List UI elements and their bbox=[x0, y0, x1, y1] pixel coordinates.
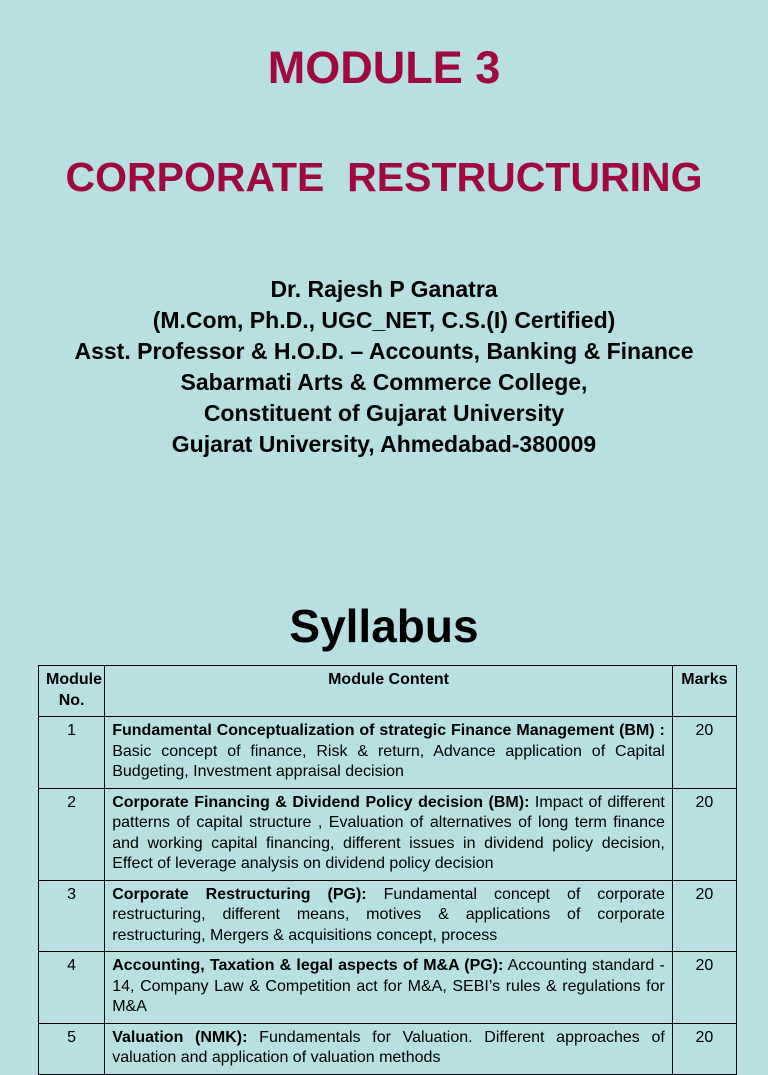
module-content-title: Fundamental Conceptualization of strategic Finance Management (BM) : bbox=[112, 722, 665, 739]
module-content-cell bbox=[105, 880, 673, 952]
author-designation: Asst. Professor & H.O.D. – Accounts, Banking & Finance bbox=[74, 338, 694, 364]
header-module-content: Module Content bbox=[105, 666, 673, 717]
table-row bbox=[39, 717, 737, 789]
module-no-cell: 1 bbox=[39, 717, 105, 789]
module-no-cell: 2 bbox=[39, 788, 105, 880]
module-content-text: Basic concept of finance, Risk & return, Advance application of Capital Budgeting, Investment appraisal decision bbox=[112, 742, 665, 780]
module-content-text: Impact of different patterns of capital structure , Evaluation of alternatives of long term finance and working capital financing, different issues in dividend policy decision, Effect of leverage analysis on dividend policy decision bbox=[112, 793, 665, 872]
table-header-row bbox=[39, 666, 737, 717]
author-name: Dr. Rajesh P Ganatra bbox=[270, 276, 498, 302]
marks-cell: 20 bbox=[672, 788, 736, 880]
module-title: MODULE 3 bbox=[267, 42, 501, 93]
module-content-title: Accounting, Taxation & legal aspects of M&A (PG): bbox=[112, 957, 504, 974]
syllabus-table bbox=[38, 665, 737, 1075]
module-content-cell bbox=[105, 788, 673, 880]
module-content-cell bbox=[105, 952, 673, 1024]
module-content-text: Accounting standard - 14, Company Law & Competition act for M&A, SEBI’s rules & regulations for M&A bbox=[112, 957, 665, 1015]
marks-cell: 20 bbox=[672, 952, 736, 1024]
marks-cell: 20 bbox=[672, 880, 736, 952]
table-row bbox=[39, 1023, 737, 1074]
author-qualifications: (M.Com, Ph.D., UGC_NET, C.S.(I) Certified) bbox=[152, 307, 616, 333]
section-title: CORPORATE RESTRUCTURING bbox=[65, 154, 703, 200]
marks-cell: 20 bbox=[672, 717, 736, 789]
table-row bbox=[39, 880, 737, 952]
syllabus-heading: Syllabus bbox=[289, 600, 479, 652]
header-marks: Marks bbox=[672, 666, 736, 717]
module-no-cell: 3 bbox=[39, 880, 105, 952]
module-content-title: Valuation (NMK): bbox=[112, 1028, 248, 1046]
table-row bbox=[39, 952, 737, 1024]
module-no-cell: 4 bbox=[39, 952, 105, 1024]
header-module-no: Module No. bbox=[39, 666, 105, 717]
module-content-title: Corporate Financing & Dividend Policy decision (BM): bbox=[112, 793, 530, 811]
author-university: Gujarat University, Ahmedabad-380009 bbox=[171, 431, 597, 457]
table-row bbox=[39, 788, 737, 880]
module-content-text: Fundamentals for Valuation. Different approaches of valuation and application of valuation methods bbox=[112, 1028, 665, 1066]
module-content-cell bbox=[105, 1023, 673, 1074]
module-content-text: Fundamental concept of corporate restructuring, different means, motives & applications of corporate restructuring, Mergers & acquisitions concept, process bbox=[112, 885, 665, 944]
module-no-cell: 5 bbox=[39, 1023, 105, 1074]
author-constituent: Constituent of Gujarat University bbox=[203, 400, 565, 426]
author-block bbox=[0, 274, 768, 460]
module-content-title: Corporate Restructuring (PG): bbox=[112, 885, 367, 903]
module-content-cell bbox=[105, 717, 673, 789]
marks-cell: 20 bbox=[672, 1023, 736, 1074]
author-college: Sabarmati Arts & Commerce College, bbox=[180, 369, 588, 395]
